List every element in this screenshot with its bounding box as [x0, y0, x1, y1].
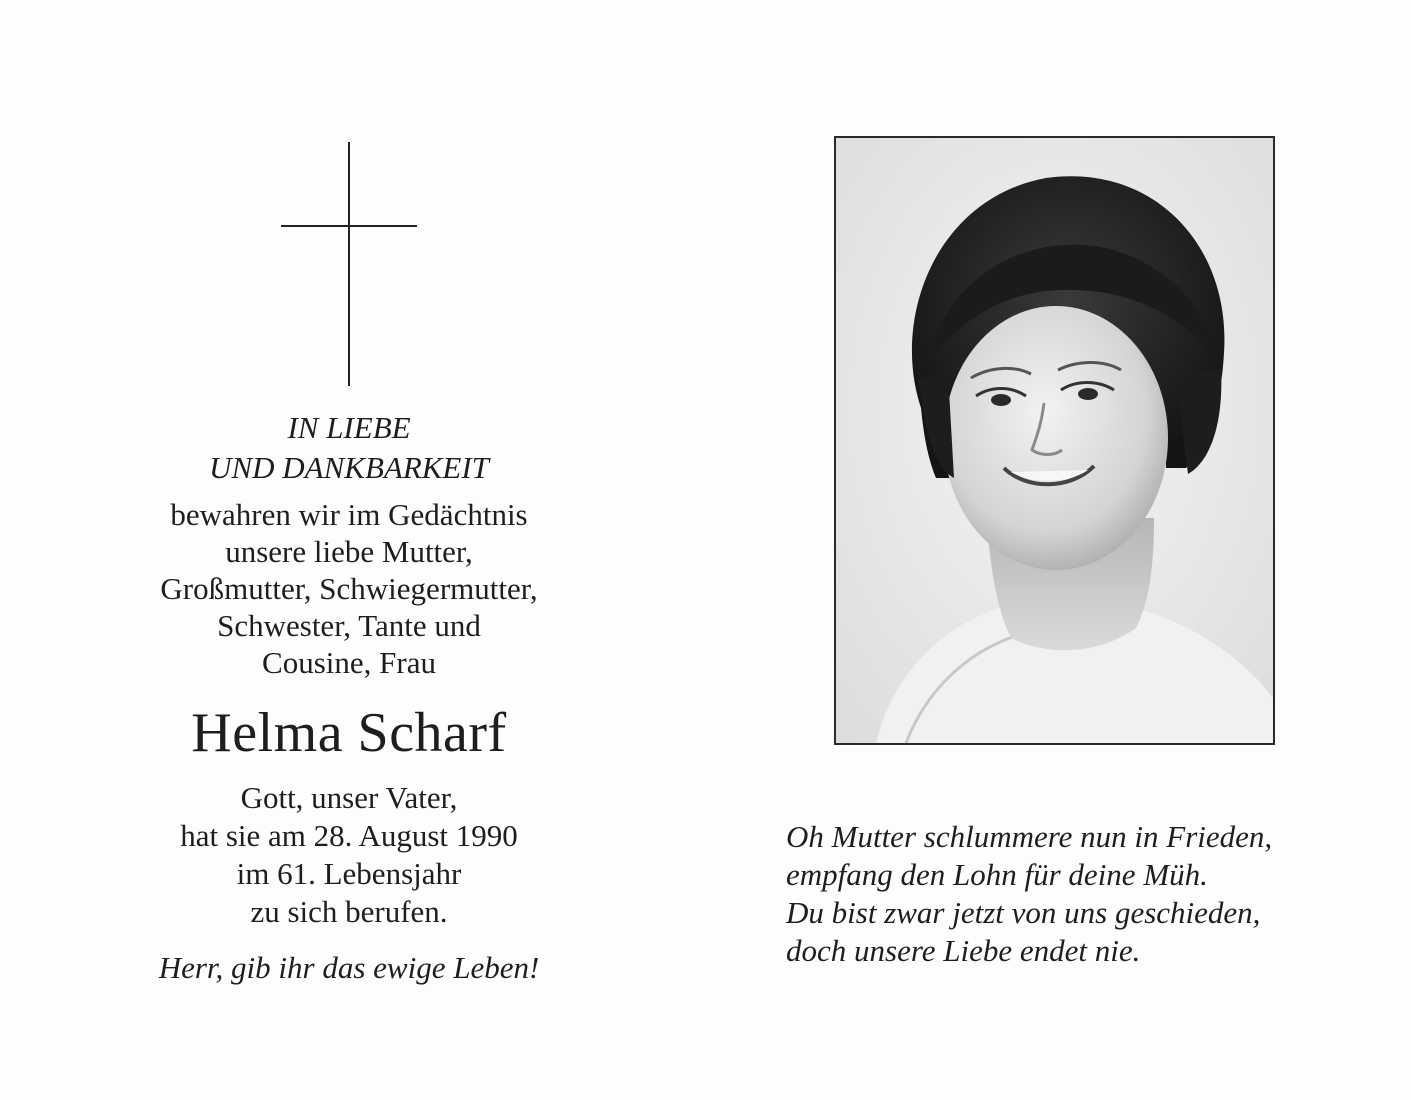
- death-notice-line: Gott, unser Vater,: [240, 780, 458, 815]
- portrait-photo: [834, 136, 1275, 745]
- cross-vertical-bar: [348, 142, 350, 386]
- dedication-heading: [100, 408, 598, 488]
- death-notice: [100, 779, 598, 931]
- intro-line: Cousine, Frau: [262, 645, 436, 680]
- poem-line: Du bist zwar jetzt von uns geschieden,: [786, 895, 1261, 930]
- intro-line: unsere liebe Mutter,: [225, 534, 473, 569]
- dedication-line: IN LIEBE: [287, 410, 411, 445]
- intro-line: bewahren wir im Gedächtnis: [170, 497, 528, 532]
- intro-text: [100, 496, 598, 681]
- poem-line: empfang den Lohn für deine Müh.: [786, 857, 1208, 892]
- intro-line: Großmutter, Schwiegermutter,: [160, 571, 538, 606]
- death-notice-line: zu sich berufen.: [250, 894, 448, 929]
- intro-line: Schwester, Tante und: [217, 608, 481, 643]
- deceased-name: Helma Scharf: [191, 702, 507, 764]
- death-notice-line: im 61. Lebensjahr: [236, 856, 462, 891]
- memorial-text-column: [100, 408, 598, 987]
- portrait-illustration: [836, 138, 1273, 743]
- poem-verse: [786, 818, 1386, 970]
- death-notice-line: hat sie am 28. August 1990: [180, 818, 518, 853]
- poem-line: Oh Mutter schlummere nun in Frieden,: [786, 819, 1273, 854]
- poem-line: doch unsere Liebe endet nie.: [786, 933, 1141, 968]
- cross-horizontal-bar: [281, 225, 417, 227]
- dedication-line: UND DANKBARKEIT: [209, 450, 489, 485]
- closing-prayer: Herr, gib ihr das ewige Leben!: [158, 950, 540, 985]
